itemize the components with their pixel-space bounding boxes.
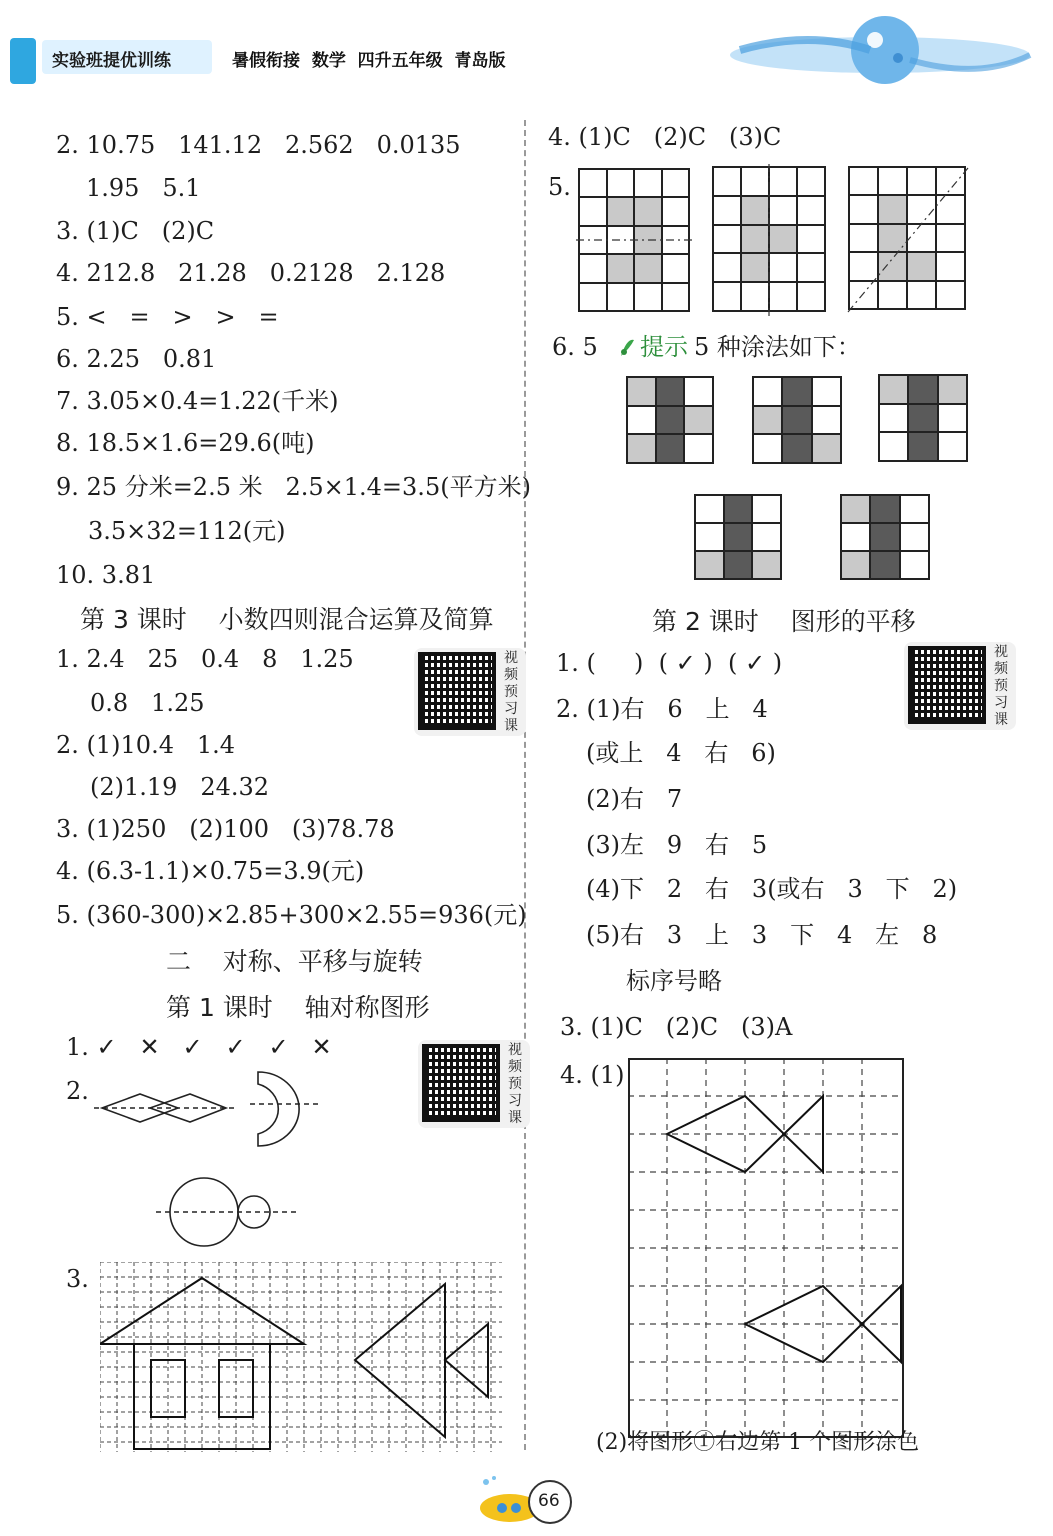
answer-line: 7. 3.05×0.4=1.22(千米) — [56, 387, 339, 415]
qr-code[interactable] — [418, 652, 496, 730]
qr-label: 视频预习课 — [994, 644, 1008, 728]
header-stripe — [10, 38, 36, 84]
question-number: 4. (1) — [560, 1061, 625, 1089]
qr-label: 视频预习课 — [508, 1042, 522, 1126]
answer-line: 2. 10.75 141.12 2.562 0.0135 — [56, 131, 461, 159]
answer-line: 2. (1)10.4 1.4 — [56, 731, 236, 759]
answer-line: (3)左 9 右 5 — [586, 831, 768, 859]
coloring-grid-1 — [626, 376, 714, 464]
answer-line: 1. ✓ ✕ ✓ ✓ ✓ ✕ — [66, 1033, 332, 1061]
answer-line: 3. (1)C (2)C (3)A — [560, 1013, 793, 1041]
answer-line: 8. 18.5×1.6=29.6(吨) — [56, 429, 315, 457]
answer-line: 5. < = > > = — [56, 303, 279, 331]
qr-code[interactable] — [422, 1044, 500, 1122]
answer-line: (2)右 7 — [586, 785, 683, 813]
hint-icon — [618, 336, 636, 358]
dotted-grid-house — [100, 1262, 502, 1452]
answer-line: 6. 5 — [552, 333, 598, 361]
header-subtitle: 暑假衔接 数学 四升五年级 青岛版 — [232, 51, 506, 71]
answer-line: 9. 25 分米=2.5 米 2.5×1.4=3.5(平方米) — [56, 473, 531, 501]
coloring-grid-3 — [878, 374, 968, 462]
question-number: 2. — [66, 1077, 89, 1105]
planet-illustration — [720, 10, 1040, 100]
answer-line: 4. 212.8 21.28 0.2128 2.128 — [56, 259, 446, 287]
answer-line: 4. (1)C (2)C (3)C — [548, 123, 782, 151]
series-title: 实验班提优训练 — [52, 51, 171, 71]
answer-line: 3. (1)250 (2)100 (3)78.78 — [56, 815, 395, 843]
symmetry-axes — [576, 164, 970, 316]
coloring-grid-5 — [840, 494, 930, 580]
answer-line: 标序号略 — [626, 967, 722, 995]
coloring-grid-4 — [694, 494, 782, 580]
column-divider — [524, 120, 526, 1450]
translation-grid — [628, 1058, 906, 1440]
question-number: 5. — [548, 173, 571, 201]
answer-line: 0.8 1.25 — [90, 689, 205, 717]
answer-line: 3.5×32=112(元) — [88, 517, 286, 545]
answer-line: (4)下 2 右 3(或右 3 下 2) — [586, 875, 958, 903]
hint-text: 5 种涂法如下： — [694, 333, 861, 361]
answer-line: 6. 2.25 0.81 — [56, 345, 217, 373]
answer-line: (2)1.19 24.32 — [90, 773, 270, 801]
lesson-1-title: 第 1 课时 轴对称图形 — [166, 993, 430, 1022]
answer-line: 3. (1)C (2)C — [56, 217, 215, 245]
coloring-grid-2 — [752, 376, 842, 464]
answer-line: 10. 3.81 — [56, 561, 156, 589]
answer-line: 2. (1)右 6 上 4 — [556, 695, 768, 723]
answer-line: (5)右 3 上 3 下 4 左 8 — [586, 921, 938, 949]
answer-line: 1. ( ) ( ✓ ) ( ✓ ) — [556, 649, 783, 677]
header-banner — [0, 10, 1053, 100]
answer-line: 4. (6.3-1.1)×0.75=3.9(元) — [56, 857, 365, 885]
qr-label: 视频预习课 — [504, 650, 518, 734]
qr-code[interactable] — [908, 646, 986, 724]
lesson-2-title: 第 2 课时 图形的平移 — [652, 607, 916, 636]
hint-label: 提示 — [640, 333, 688, 361]
answer-line: (或上 4 右 6) — [586, 739, 776, 767]
unit-title: 二 对称、平移与旋转 — [166, 947, 423, 976]
answer-note: (2)将图形①右边第 1 个图形涂色 — [596, 1430, 920, 1455]
answer-line: 5. (360-300)×2.85+300×2.55=936(元) — [56, 901, 527, 929]
answer-line: 1.95 5.1 — [86, 174, 201, 202]
answer-line: 1. 2.4 25 0.4 8 1.25 — [56, 645, 354, 673]
symmetry-shapes — [90, 1066, 330, 1256]
question-number: 3. — [66, 1265, 89, 1293]
page-number: 66 — [538, 1491, 560, 1511]
lesson-3-title: 第 3 课时 小数四则混合运算及简算 — [80, 605, 494, 634]
